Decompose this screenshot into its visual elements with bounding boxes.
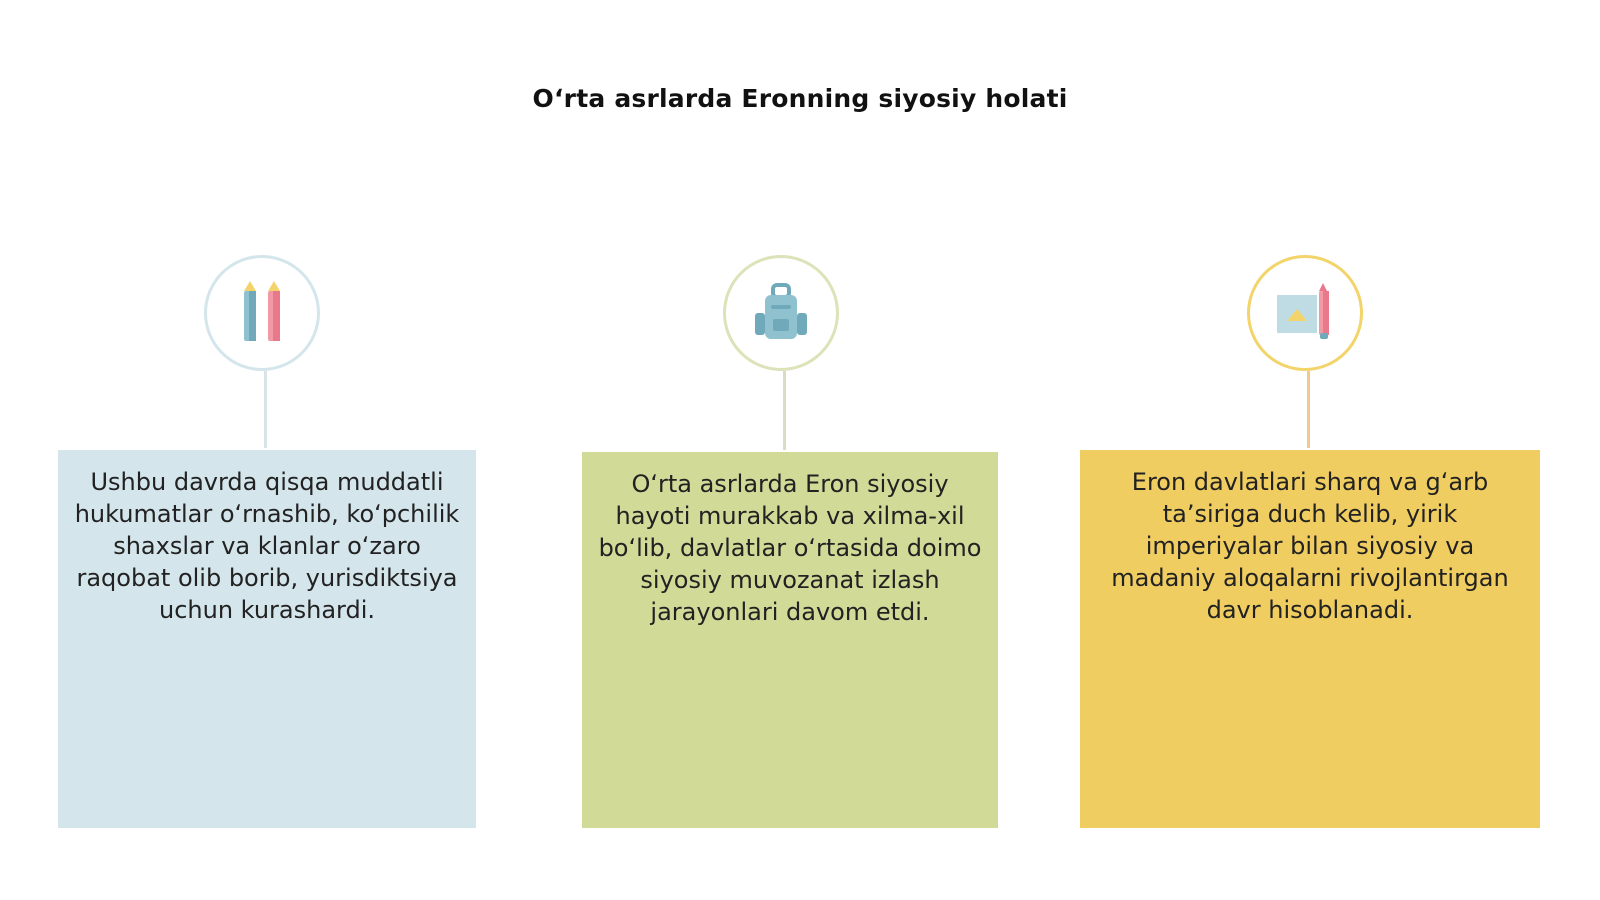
drawing-board-icon [1273, 283, 1337, 343]
info-card-1 [58, 450, 476, 828]
connector-line-2 [783, 371, 786, 450]
info-card-3 [1080, 450, 1540, 828]
connector-line-1 [264, 371, 267, 448]
icon-circle-1 [204, 255, 320, 371]
info-card-text: Oʻrta asrlarda Eron siyosiy hayoti murakkab va xilma-xil boʻlib, davlatlar oʻrtasida doimo siyosiy muvozanat izlash jarayonlari davom etdi. [598, 470, 982, 626]
backpack-icon [751, 283, 811, 343]
info-card-2 [582, 452, 998, 828]
info-card-text: Eron davlatlari sharq va gʻarb taʼsiriga duch kelib, yirik imperiyalar bilan siyosiy va madaniy aloqalarni rivojlantirgan davr hisoblanadi. [1111, 468, 1509, 624]
icon-circle-3 [1247, 255, 1363, 371]
icon-circle-2 [723, 255, 839, 371]
connector-line-3 [1307, 371, 1310, 448]
pencils-icon [232, 281, 292, 345]
info-card-text: Ushbu davrda qisqa muddatli hukumatlar oʻrnashib, koʻpchilik shaxslar va klanlar oʻzaro raqobat olib borib, yurisdiktsiya uchun kurashardi. [74, 468, 460, 624]
page-title: Oʻrta asrlarda Eronning siyosiy holati [532, 84, 1068, 113]
